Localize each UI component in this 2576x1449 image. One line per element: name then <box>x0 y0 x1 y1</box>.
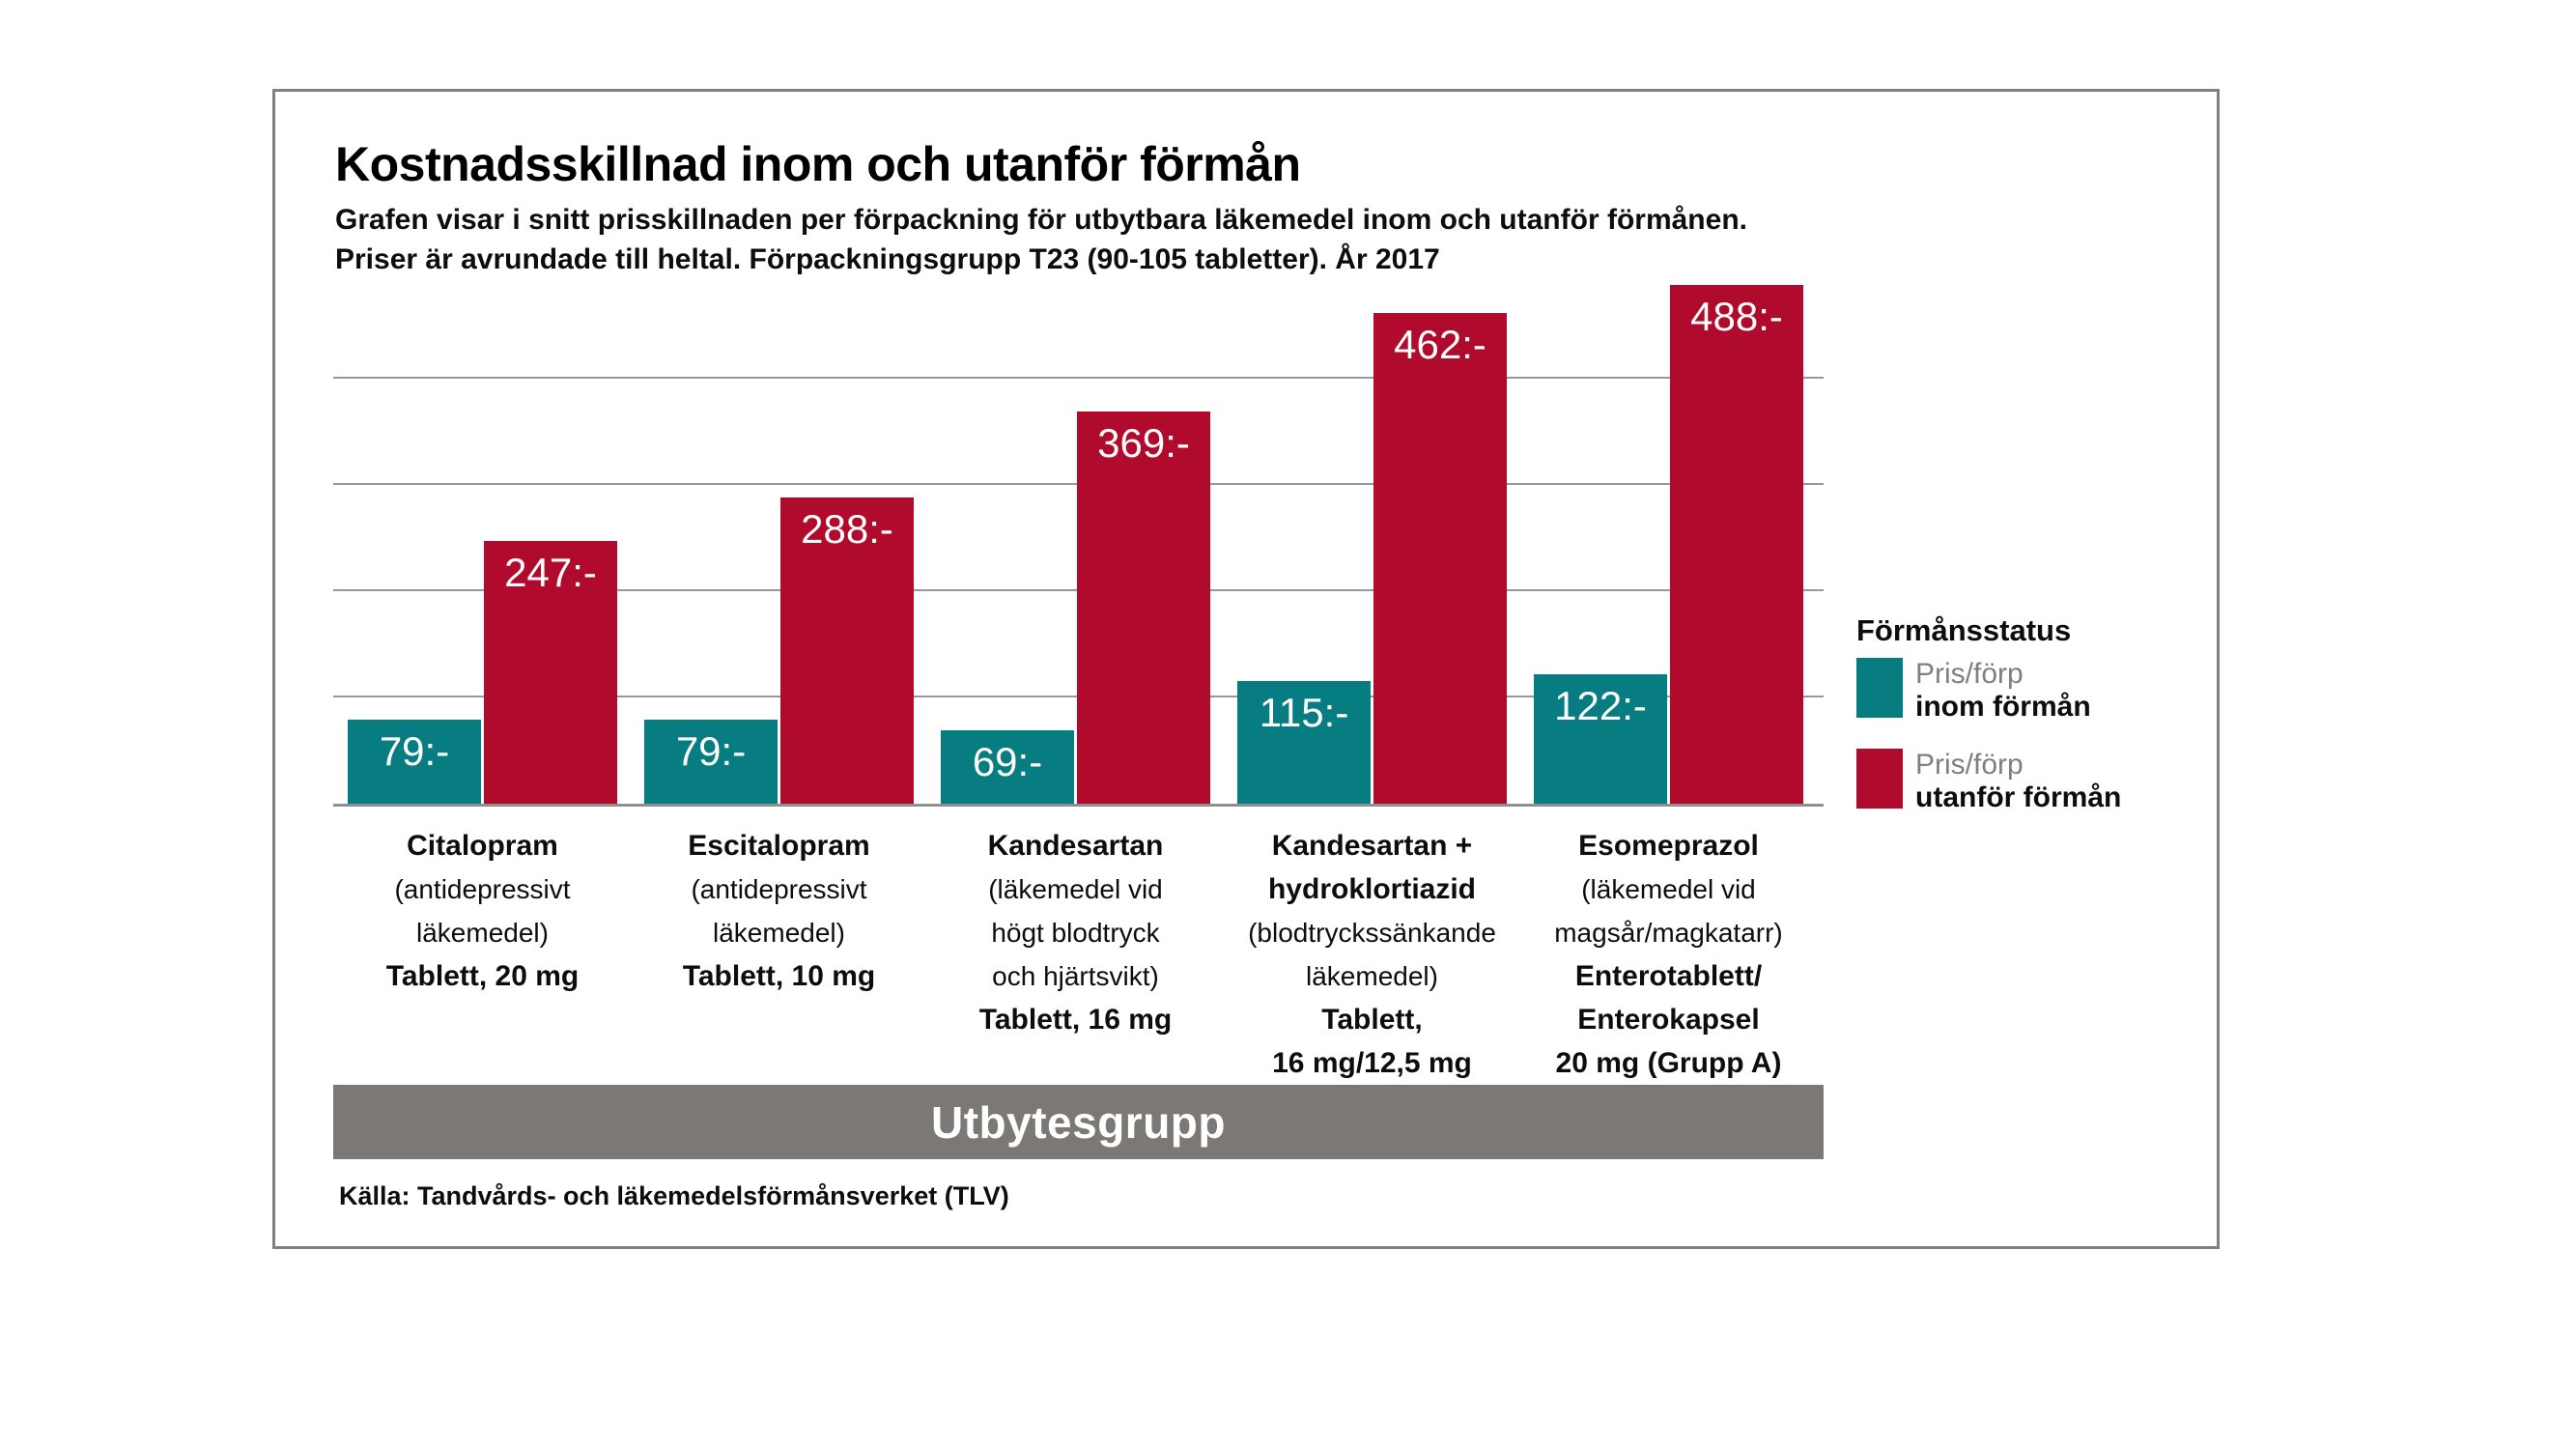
utbytesgrupp-band <box>333 1085 1824 1159</box>
legend <box>1856 613 2233 814</box>
bar-value-label: 115:- <box>1259 690 1349 735</box>
bar-inom-forman-5 <box>1534 674 1667 804</box>
category-label-line-bold: Kandesartan <box>987 830 1164 862</box>
category-label-1 <box>333 824 633 998</box>
category-label-line-bold: Tablett, 10 mg <box>682 960 876 992</box>
figure-frame <box>272 89 2220 1249</box>
legend-item-text <box>1915 658 2091 724</box>
category-label-3 <box>926 824 1226 1041</box>
legend-title: Förmånsstatus <box>1856 613 2072 647</box>
category-label-line: (läkemedel vid <box>1581 874 1756 904</box>
legend-item-line1: Pris/förp <box>1915 658 2024 690</box>
bar-inom-forman-1 <box>348 720 481 804</box>
category-label-line: (antidepressivt <box>394 874 571 904</box>
category-label-line: läkemedel) <box>1306 961 1438 991</box>
category-label-4 <box>1223 824 1522 1085</box>
category-label-line-bold: Tablett, 20 mg <box>385 960 580 992</box>
category-label-line-bold: hydroklortiazid <box>1267 873 1477 905</box>
category-label-line: högt blodtryck <box>991 918 1160 948</box>
category-label-line: magsår/magkatarr) <box>1554 918 1783 948</box>
bar-utanfor-forman-2 <box>780 497 914 804</box>
bar-value-label: 122:- <box>1554 683 1647 728</box>
bar-utanfor-forman-4 <box>1373 313 1507 804</box>
category-label-line: (blodtryckssänkande <box>1248 918 1496 948</box>
category-label-line: läkemedel) <box>416 918 549 948</box>
category-label-line-bold: Escitalopram <box>688 830 870 862</box>
bar-inom-forman-2 <box>644 720 778 804</box>
category-label-line-bold: Enterotablett/ <box>1574 960 1763 992</box>
legend-item-inom <box>1856 658 2233 724</box>
bar-value-label: 288:- <box>801 506 893 552</box>
bar-inom-forman-3 <box>941 730 1074 804</box>
category-label-line-bold: Citalopram <box>407 830 558 862</box>
chart-subtitle-line1: Grafen visar i snitt prisskillnaden per förpackning för utbytbara läkemedel inom och utanför förmånen. <box>335 204 1747 236</box>
category-label-line: läkemedel) <box>713 918 845 948</box>
legend-item-line1: Pris/förp <box>1915 749 2024 781</box>
bar-value-label: 369:- <box>1097 420 1190 466</box>
legend-item-line2: utanför förmån <box>1915 781 2122 813</box>
utbytesgrupp-band-label: Utbytesgrupp <box>931 1096 1226 1148</box>
bar-value-label: 79:- <box>675 728 747 774</box>
category-label-line: (läkemedel vid <box>988 874 1163 904</box>
legend-item-text <box>1915 749 2121 814</box>
category-label-line: och hjärtsvikt) <box>992 961 1159 991</box>
legend-item-utanfor <box>1856 749 2233 814</box>
bar-value-label: 69:- <box>972 739 1043 784</box>
category-label-line-bold: Kandesartan + <box>1271 830 1473 862</box>
bar-inom-forman-4 <box>1237 681 1371 804</box>
bar-value-label: 488:- <box>1690 294 1783 339</box>
source-note: Källa: Tandvårds- och läkemedelsförmånsverket (TLV) <box>339 1181 1009 1210</box>
category-label-line-bold: Tablett, <box>1321 1004 1423 1036</box>
category-label-5 <box>1519 824 1819 1085</box>
gridline-400 <box>333 377 1824 379</box>
category-label-line-bold: Esomeprazol <box>1578 830 1759 862</box>
chart-title: Kostnadsskillnad inom och utanför förmån <box>335 137 1301 191</box>
category-label-2 <box>630 824 929 998</box>
bar-value-label: 247:- <box>504 550 597 595</box>
bar-utanfor-forman-5 <box>1670 285 1803 804</box>
legend-item-line2: inom förmån <box>1915 691 2091 723</box>
category-label-line-bold: 16 mg/12,5 mg <box>1272 1047 1472 1079</box>
category-label-line-bold: Tablett, 16 mg <box>978 1004 1173 1036</box>
legend-swatch-inom <box>1856 658 1903 718</box>
bar-utanfor-forman-3 <box>1077 412 1210 804</box>
bar-chart-plot-area <box>333 272 1824 807</box>
category-label-line: (antidepressivt <box>691 874 867 904</box>
category-axis-labels <box>333 824 1824 1080</box>
bar-value-label: 79:- <box>379 728 450 774</box>
category-label-line-bold: 20 mg (Grupp A) <box>1555 1047 1782 1079</box>
bar-utanfor-forman-1 <box>484 541 617 804</box>
chart-subtitle-line2: Priser är avrundade till heltal. Förpackningsgrupp T23 (90-105 tabletter). År 2017 <box>335 243 1440 275</box>
legend-swatch-utanfor <box>1856 749 1903 809</box>
category-label-line-bold: Enterokapsel <box>1577 1004 1760 1036</box>
bar-value-label: 462:- <box>1394 322 1486 367</box>
